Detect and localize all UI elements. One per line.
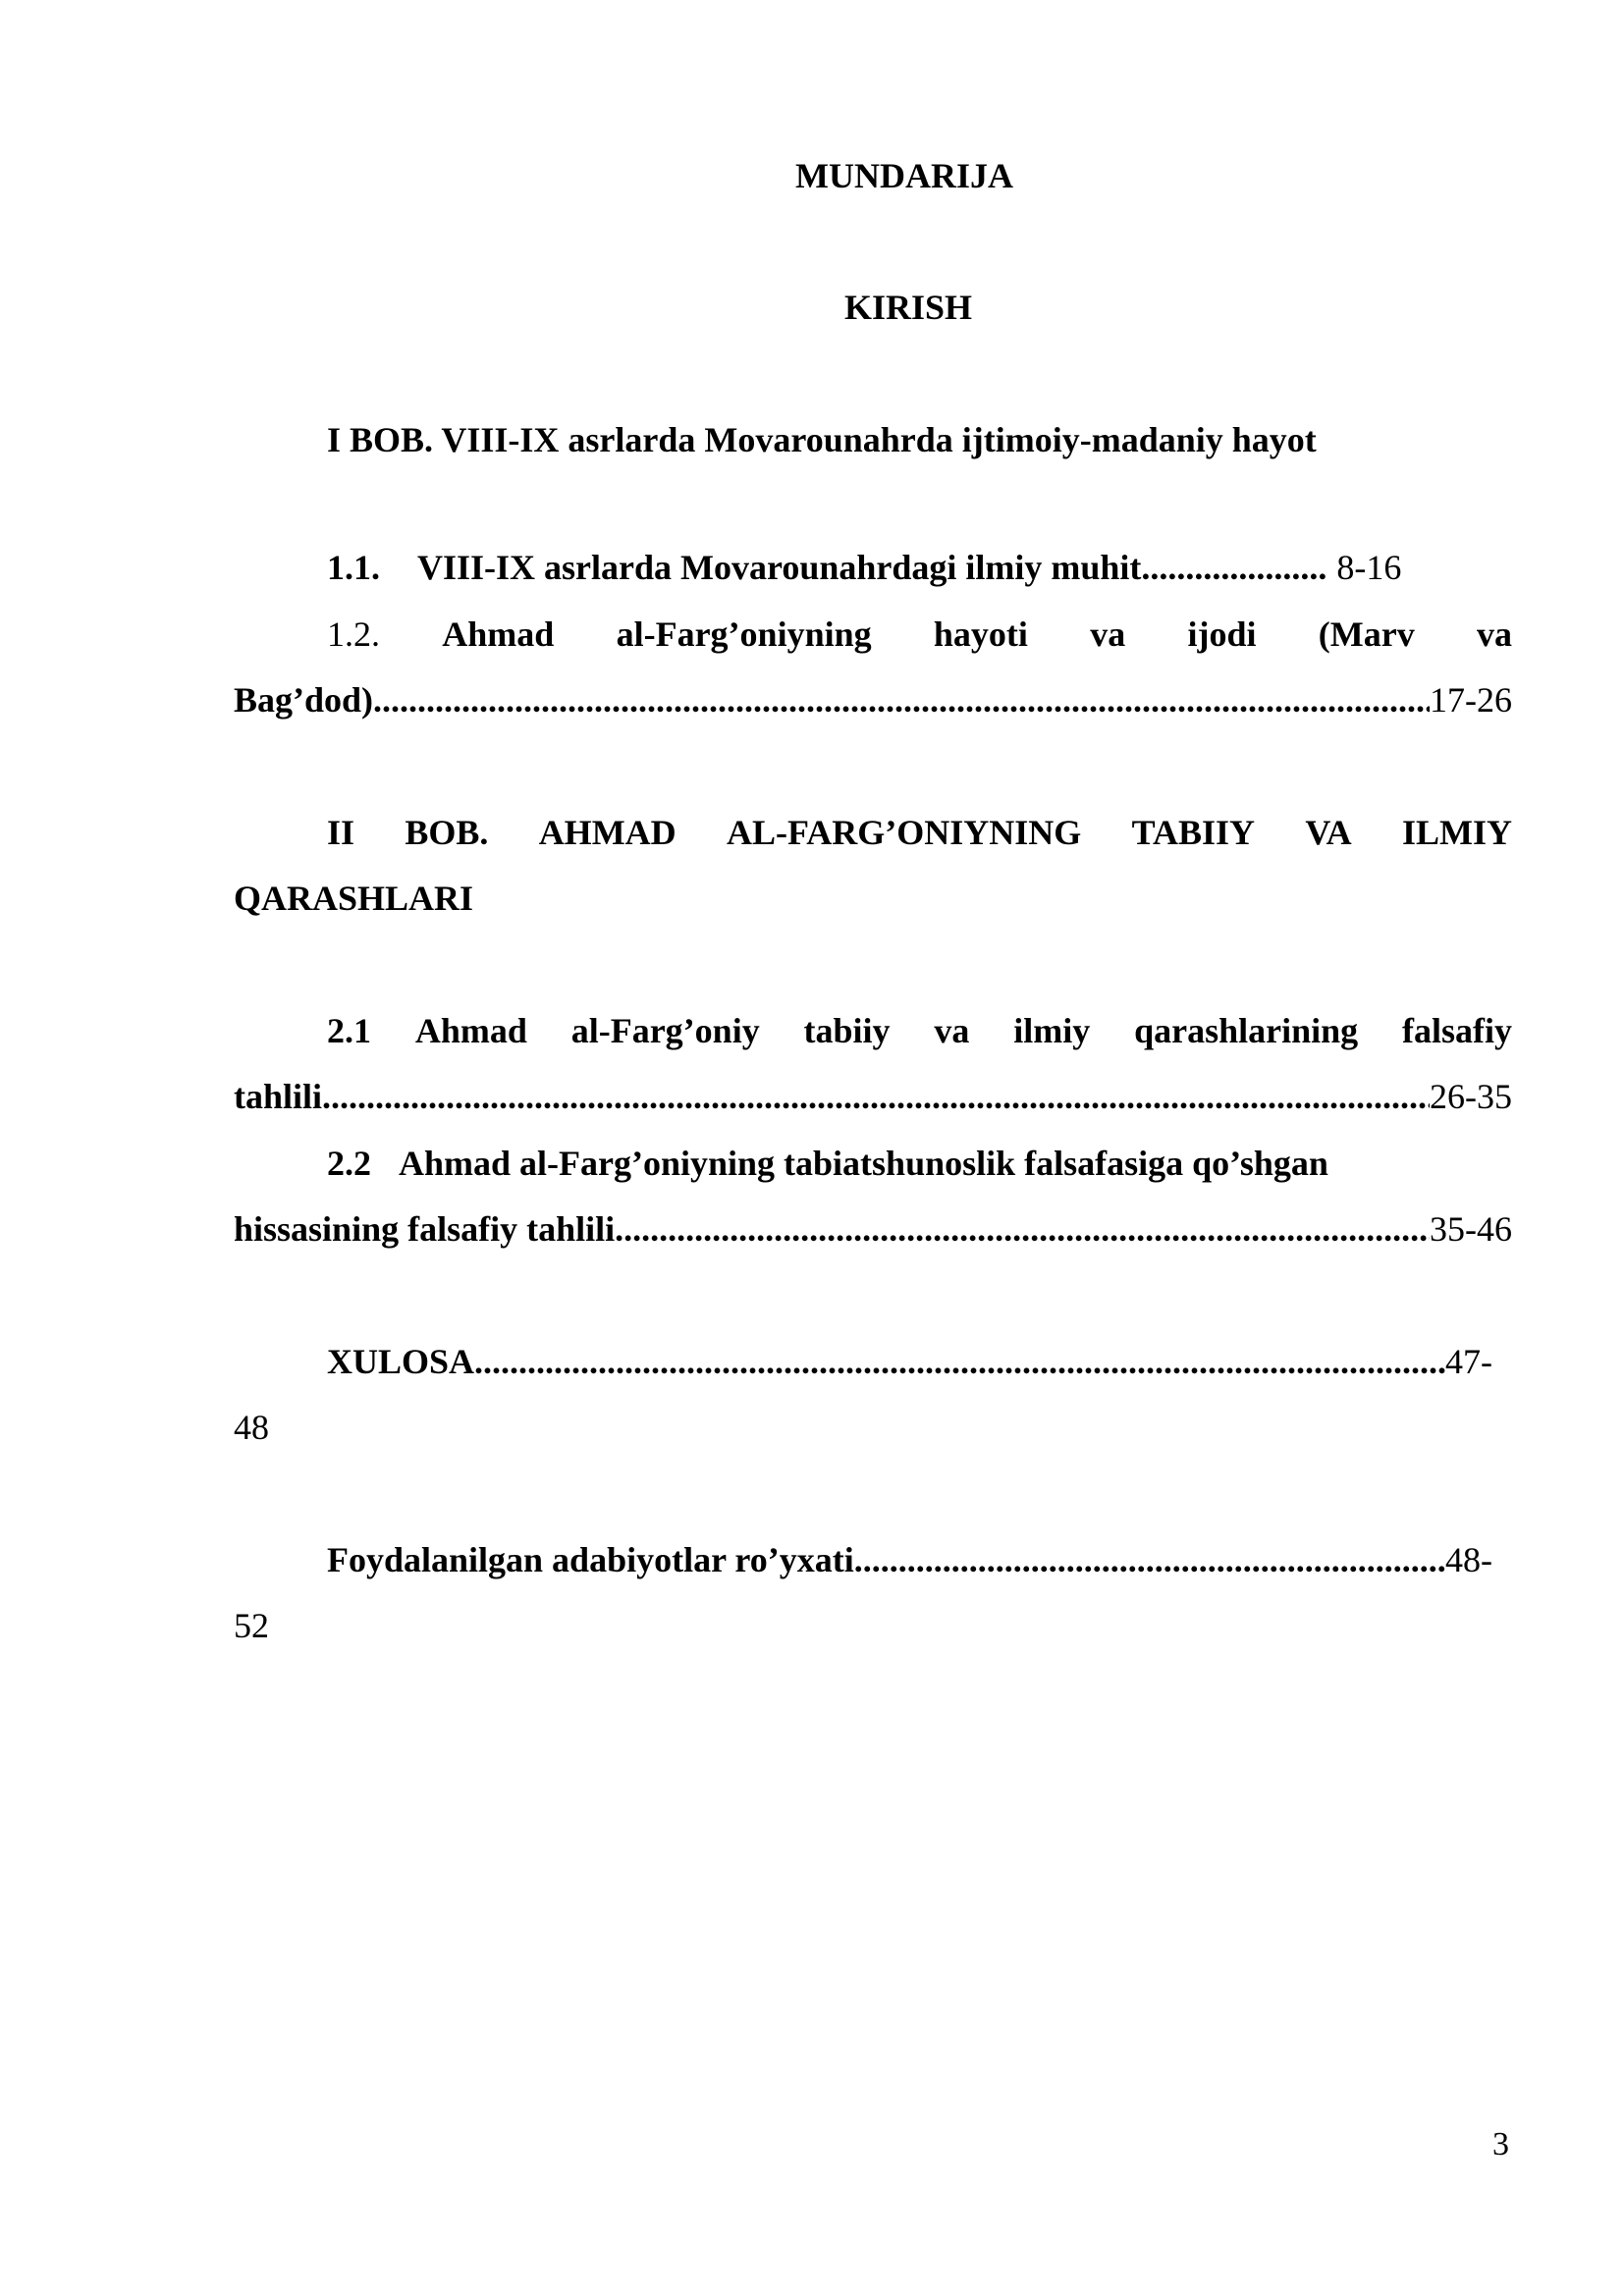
dot-leader: .....................	[1141, 548, 1327, 587]
word: Ahmad	[414, 1011, 527, 1050]
word: falsafiy	[1402, 1011, 1512, 1050]
page-range: 8-16	[1336, 548, 1402, 587]
word: hayoti	[933, 614, 1028, 654]
word: II	[327, 813, 355, 852]
toc-entry-1-1	[327, 547, 1401, 589]
chapter1-heading: I BOB. VIII-IX asrlarda Movarounahrda ijtimoiy-madaniy hayot	[327, 420, 1317, 459]
toc-entry-references	[327, 1539, 1492, 1581]
section-title: Ahmad al-Farg’oniyning tabiatshunoslik falsafasiga qo’shgan	[399, 1144, 1328, 1183]
word: va	[1090, 614, 1126, 654]
section-title-tail: tahlili	[234, 1077, 323, 1116]
word: BOB.	[405, 813, 489, 852]
section-title: Foydalanilgan adabiyotlar ro’yxati	[327, 1540, 854, 1579]
section-title-tail: Bag’dod)	[234, 680, 374, 720]
page-range-start: 48-	[1445, 1540, 1492, 1579]
word: VA	[1305, 813, 1352, 852]
word: Ahmad	[442, 614, 555, 654]
word: ilmiy	[1013, 1011, 1091, 1050]
section-title: VIII-IX asrlarda Movarounahrdagi ilmiy muhit	[417, 548, 1142, 587]
section-number: 2.2	[327, 1144, 371, 1183]
page-range-end: 52	[234, 1606, 269, 1645]
word: AL-FARG’ONIYNING	[726, 813, 1082, 852]
page-range: 17-26	[1430, 680, 1512, 720]
page-range: 35-46	[1430, 1209, 1512, 1249]
dot-leader	[474, 1341, 1445, 1383]
toc-entry-2-1	[327, 1010, 1512, 1052]
toc-entry-2-2	[327, 1143, 1328, 1185]
dot-leader	[615, 1208, 1430, 1251]
chapter2-heading	[327, 812, 1512, 854]
dot-leader	[373, 679, 1430, 721]
toc-entry-1-2	[327, 614, 1512, 656]
toc-entry-2-2-continued	[234, 1208, 1512, 1251]
page-range-end: 48	[234, 1408, 269, 1447]
page-number: 3	[1492, 2126, 1509, 2163]
section-number: 1.1.	[327, 548, 380, 587]
page-range: 26-35	[1430, 1077, 1512, 1116]
page-range-start: 47-	[1445, 1342, 1492, 1381]
word: ILMIY	[1401, 813, 1512, 852]
word: al-Farg’oniyning	[616, 614, 872, 654]
word: tabiiy	[803, 1011, 891, 1050]
word: qarashlarining	[1134, 1011, 1359, 1050]
toc-entry-2-1-continued	[234, 1076, 1512, 1118]
word: ijodi	[1187, 614, 1257, 654]
page-title: MUNDARIJA	[795, 156, 1013, 195]
word: va	[934, 1011, 970, 1050]
section-title-tail: hissasining falsafiy tahlili	[234, 1209, 616, 1249]
dot-leader	[322, 1076, 1430, 1118]
dot-leader	[854, 1539, 1445, 1581]
toc-entry-1-2-continued	[234, 679, 1512, 721]
word: va	[1477, 614, 1512, 654]
chapter2-heading-continued: QARASHLARI	[234, 879, 474, 918]
word: 2.1	[327, 1011, 371, 1050]
word: (Marv	[1318, 614, 1415, 654]
section-number: 1.2.	[327, 614, 380, 654]
intro-heading: KIRISH	[844, 288, 973, 327]
toc-entry-conclusion	[327, 1341, 1492, 1383]
word: TABIIY	[1131, 813, 1255, 852]
section-title: XULOSA	[327, 1342, 475, 1381]
word: al-Farg’oniy	[570, 1011, 760, 1050]
word: AHMAD	[538, 813, 677, 852]
